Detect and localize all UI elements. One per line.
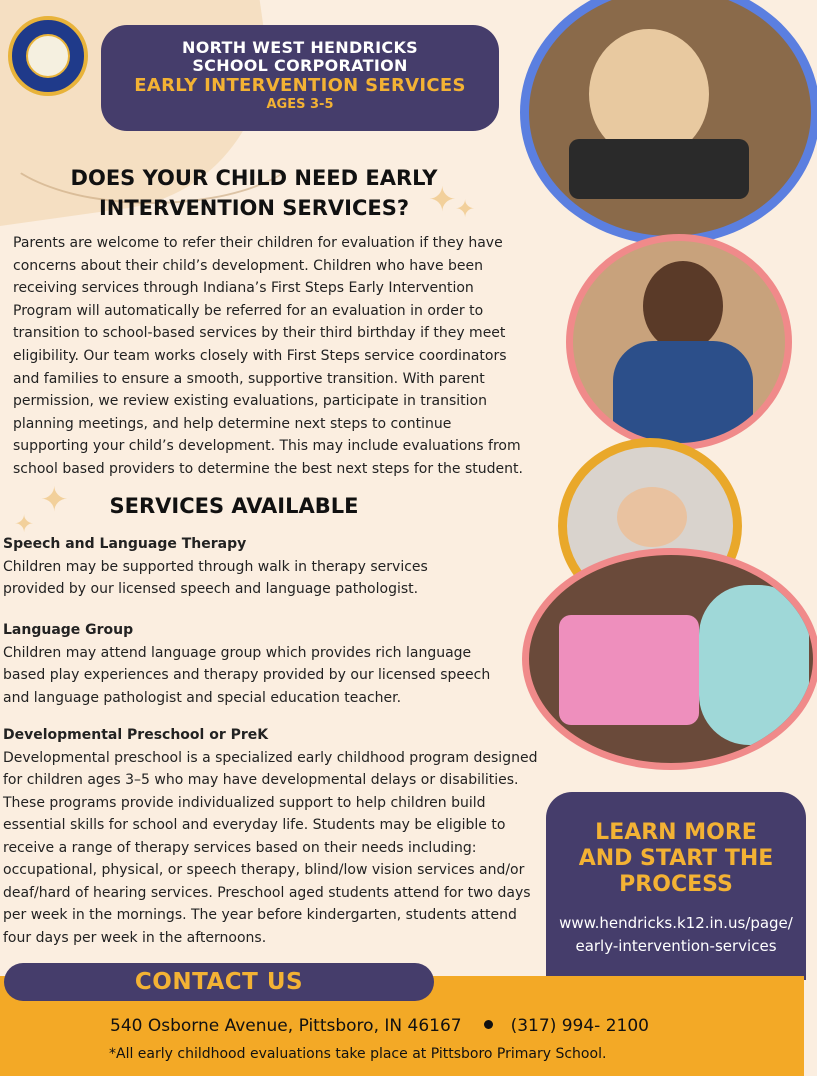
- learn-more-panel: [546, 792, 806, 980]
- service-body: Developmental preschool is a specialized early childhood program designed for children ages 3–5 who may have developmental delays or disabilities. These programs provide individualized support to help children build essential skills for school and everyday life. Students may be eligible to receive a range of therapy services based on their needs including: occupational, physical, or speech therapy, blind/low vision services and/or deaf/hard of hearing services. Preschool aged students attend for two days per week in the mornings. The year before kindergarten, students attend four days per week in the afternoons.: [3, 749, 538, 946]
- header-banner: [101, 25, 499, 131]
- photo-child-craft: [522, 548, 817, 770]
- services-heading: SERVICES AVAILABLE: [109, 494, 359, 518]
- learn-line-2: AND START THE: [578, 846, 774, 871]
- sparkle-icon: ✦: [14, 510, 35, 538]
- learn-line-3: PROCESS: [619, 872, 733, 897]
- learn-more-heading: [546, 820, 806, 898]
- photo-figure: [699, 585, 809, 745]
- sparkle-icon: ✦: [455, 195, 476, 223]
- contact-heading: [4, 963, 434, 1001]
- photo-craft: [559, 615, 699, 725]
- service-title: Language Group: [3, 622, 134, 638]
- learn-line-1: LEARN MORE: [595, 820, 757, 845]
- sparkle-icon: ✦: [40, 480, 69, 520]
- service-item: [3, 533, 433, 601]
- header-line-4: AGES 3-5: [266, 97, 334, 112]
- question-heading: [40, 163, 468, 223]
- phone-text[interactable]: (317) 994- 2100: [510, 1016, 649, 1036]
- service-item: [3, 724, 541, 949]
- website-link[interactable]: [546, 912, 806, 958]
- service-title: Speech and Language Therapy: [3, 536, 247, 552]
- photo-child-smiling: [566, 234, 792, 450]
- sparkle-icon: ✦: [428, 180, 457, 220]
- service-body: Children may be supported through walk in therapy services provided by our licensed speech and language pathologist.: [3, 558, 428, 597]
- header-line-3: EARLY INTERVENTION SERVICES: [134, 75, 466, 96]
- evaluation-note: *All early childhood evaluations take place at Pittsboro Primary School.: [109, 1046, 607, 1062]
- intro-paragraph: Parents are welcome to refer their children for evaluation if they have concerns about their child’s development. Children who have been receiving services through Indiana’s First Steps Early Intervention Program will automatically be referred for an evaluation in order to transition to school-based services by their third birthday if they meet eligibility. Our team works closely with First Steps service coordinators and families to ensure a smooth, supportive transition. With parent permission, we review existing evaluations, participate in transition planning meetings, and help determine next steps to continue supporting your child’s development. This may include evaluations from school based providers to determine the best next steps for the student.: [13, 235, 523, 477]
- photo-figure: [643, 261, 723, 351]
- service-item: [3, 619, 498, 709]
- question-line-2: INTERVENTION SERVICES?: [98, 196, 410, 220]
- url-line-1: www.hendricks.k12.in.us/page/: [559, 914, 793, 932]
- contact-title: CONTACT US: [134, 969, 304, 995]
- question-line-1: DOES YOUR CHILD NEED EARLY: [70, 166, 438, 190]
- header-line-1: NORTH WEST HENDRICKS: [182, 38, 418, 57]
- school-logo: [8, 16, 88, 96]
- photo-child-tablet: [520, 0, 817, 245]
- tablet-shape: [569, 139, 749, 199]
- url-line-2: early-intervention-services: [575, 937, 777, 955]
- photo-shirt: [613, 341, 753, 450]
- service-body: Children may attend language group which provides rich language based play experiences and therapy provided by our licensed speech and language pathologist and special education teacher.: [3, 644, 491, 706]
- header-line-2: SCHOOL CORPORATION: [192, 56, 408, 75]
- contact-line: [110, 1016, 649, 1036]
- bullet-icon: [484, 1020, 493, 1029]
- address-text: 540 Osborne Avenue, Pittsboro, IN 46167: [110, 1016, 462, 1036]
- photo-figure: [617, 487, 687, 547]
- service-title: Developmental Preschool or PreK: [3, 727, 269, 743]
- logo-emblem: [26, 34, 70, 78]
